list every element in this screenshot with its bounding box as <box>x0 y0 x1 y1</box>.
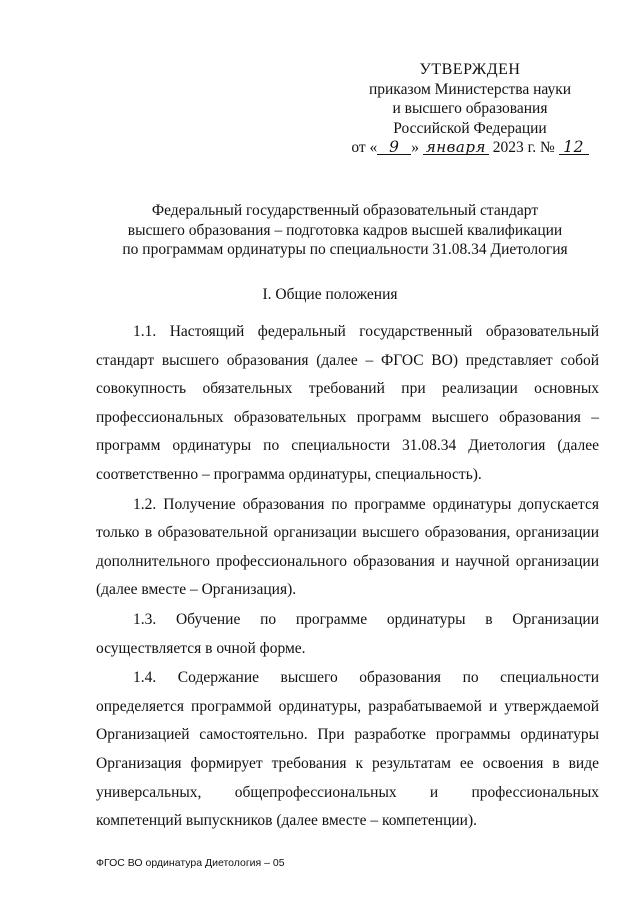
approval-line-ministry: приказом Министерства науки <box>368 80 572 98</box>
approval-block <box>340 60 600 158</box>
section-body <box>96 318 599 837</box>
paragraph-1-2: 1.2. Получение образования по программе ординатуры допускается только в образовательной организации высшего образования, организации дополнительного профессионального образования и научной организации (далее вместе – Организация). <box>96 495 599 599</box>
order-year-text: 2023 г. № <box>492 139 555 156</box>
standard-title-line-3: по программам ординатуры по специальности 31.08.34 Диетология <box>122 241 568 258</box>
paragraph-1-1: 1.1. Настоящий федеральный государственный образовательный стандарт высшего образования (далее – ФГОС ВО) представляет собой совокупность обязательных требований при реализации основных профессиональных образовательных программ высшего образования – программ ординатуры по специальности 31.08.34 Диетология (далее соответственно – программа ординатуры, специальность). <box>96 323 599 483</box>
order-date-line <box>340 138 600 158</box>
approval-line-education: и высшего образования <box>392 100 548 117</box>
paragraph-1-3: 1.3. Обучение по программе ординатуры в Организации осуществляется в очной форме. <box>96 610 599 657</box>
paragraph-1-4: 1.4. Содержание высшего образования по специальности определяется программой ординатуры, разрабатываемой и утверждаемой Организацией самостоятельно. При разработке программы ординатуры Организация формирует требования к результатам ее освоения в виде универсальных, общепрофессиональных и профессиональных компетенций выпускников (далее вместе – компетенции). <box>96 669 599 830</box>
section-heading: I. Общие положения <box>262 286 398 303</box>
standard-title <box>96 201 594 260</box>
page-footer: ФГОС ВО ординатура Диетология – 05 <box>96 857 285 869</box>
order-month-handwritten: января <box>423 138 489 158</box>
order-number-handwritten: 12 <box>559 138 589 158</box>
standard-title-line-2: высшего образования – подготовка кадров высшей квалификации <box>127 221 563 239</box>
standard-title-line-1: Федеральный государственный образовательный стандарт <box>151 202 539 219</box>
order-prefix: от « <box>351 139 378 156</box>
order-day-handwritten: 9 <box>377 138 411 158</box>
approval-title: УТВЕРЖДЕН <box>419 61 521 78</box>
approval-line-federation: Российской Федерации <box>393 119 547 137</box>
order-quote-close: » <box>411 139 420 156</box>
